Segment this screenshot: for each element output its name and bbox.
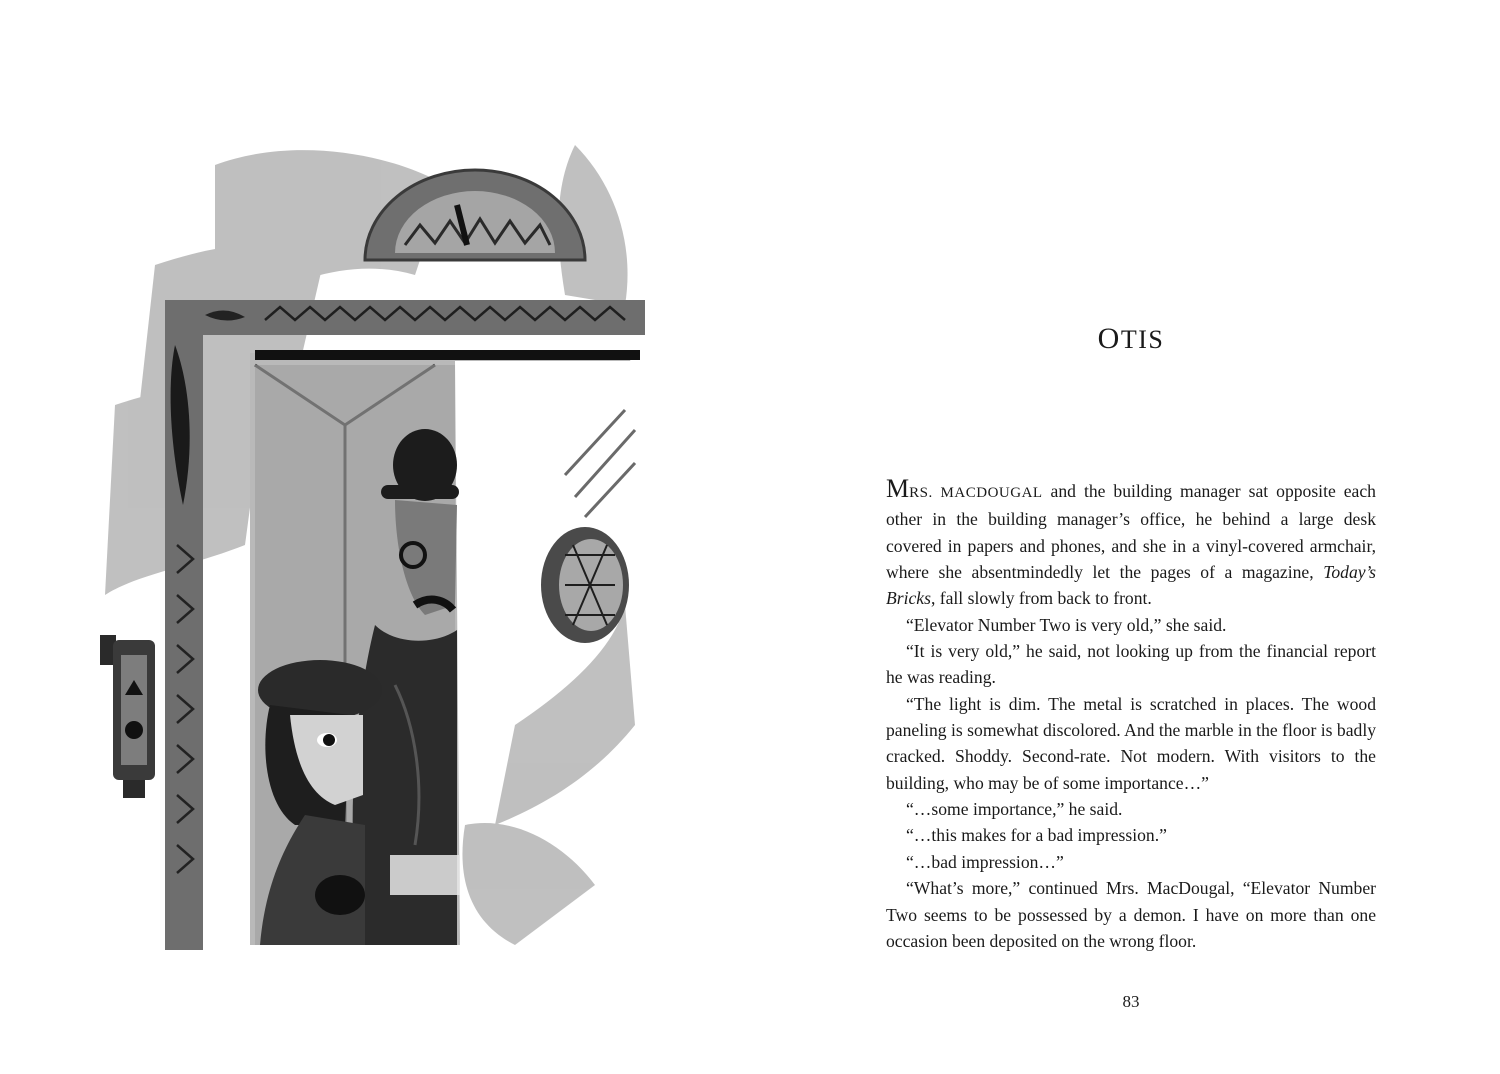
paragraph: “…this makes for a bad impression.” bbox=[906, 825, 1167, 846]
chapter-title bbox=[886, 322, 1376, 356]
paragraph: “…some importance,” he said. bbox=[906, 799, 1123, 820]
opening-text-after-title: , fall slowly from back to front. bbox=[930, 588, 1152, 609]
chapter-body bbox=[886, 476, 1376, 954]
paragraph: “Elevator Number Two is very old,” she said. bbox=[906, 614, 1227, 635]
opening-paragraph bbox=[886, 476, 1376, 612]
page-number: 83 bbox=[1122, 992, 1140, 1011]
paragraph: “It is very old,” he said, not looking up from the financial report he was reading. bbox=[886, 641, 1376, 688]
glass-reflection bbox=[565, 410, 635, 517]
chapter-title-initial: O bbox=[1097, 322, 1121, 355]
wall-lantern bbox=[100, 635, 155, 798]
ink-wash-illustration bbox=[95, 125, 655, 995]
magazine-title: Today’s Bricks bbox=[886, 562, 1376, 609]
text-page bbox=[886, 0, 1376, 1074]
opening-smallcaps: RS. MACDOUGAL bbox=[909, 485, 1043, 501]
drop-cap: M bbox=[886, 474, 910, 503]
wall-medallion bbox=[541, 527, 629, 643]
paragraph: “What’s more,” continued Mrs. MacDougal, “Elevator Number Two seems to be possessed by a demon. I have on more than one occasion been deposited on the wrong floor. bbox=[886, 878, 1376, 951]
paragraph: “The light is dim. The metal is scratched in places. The wood paneling is somewhat discolored. And the marble in the floor is badly cracked. Shoddy. Second-rate. Not modern. With visitors to the building, who may be of some importance…” bbox=[886, 693, 1376, 793]
chapter-title-rest: TIS bbox=[1120, 325, 1165, 354]
paragraph: “…bad impression…” bbox=[906, 851, 1064, 872]
opening-text-before-title: and the building manager sat opposite each other in the building manager’s office, he behind a large desk covered in papers and phones, and she in a vinyl-covered armchair, where she absentmindedly let the pages of a magazine, bbox=[886, 481, 1376, 583]
